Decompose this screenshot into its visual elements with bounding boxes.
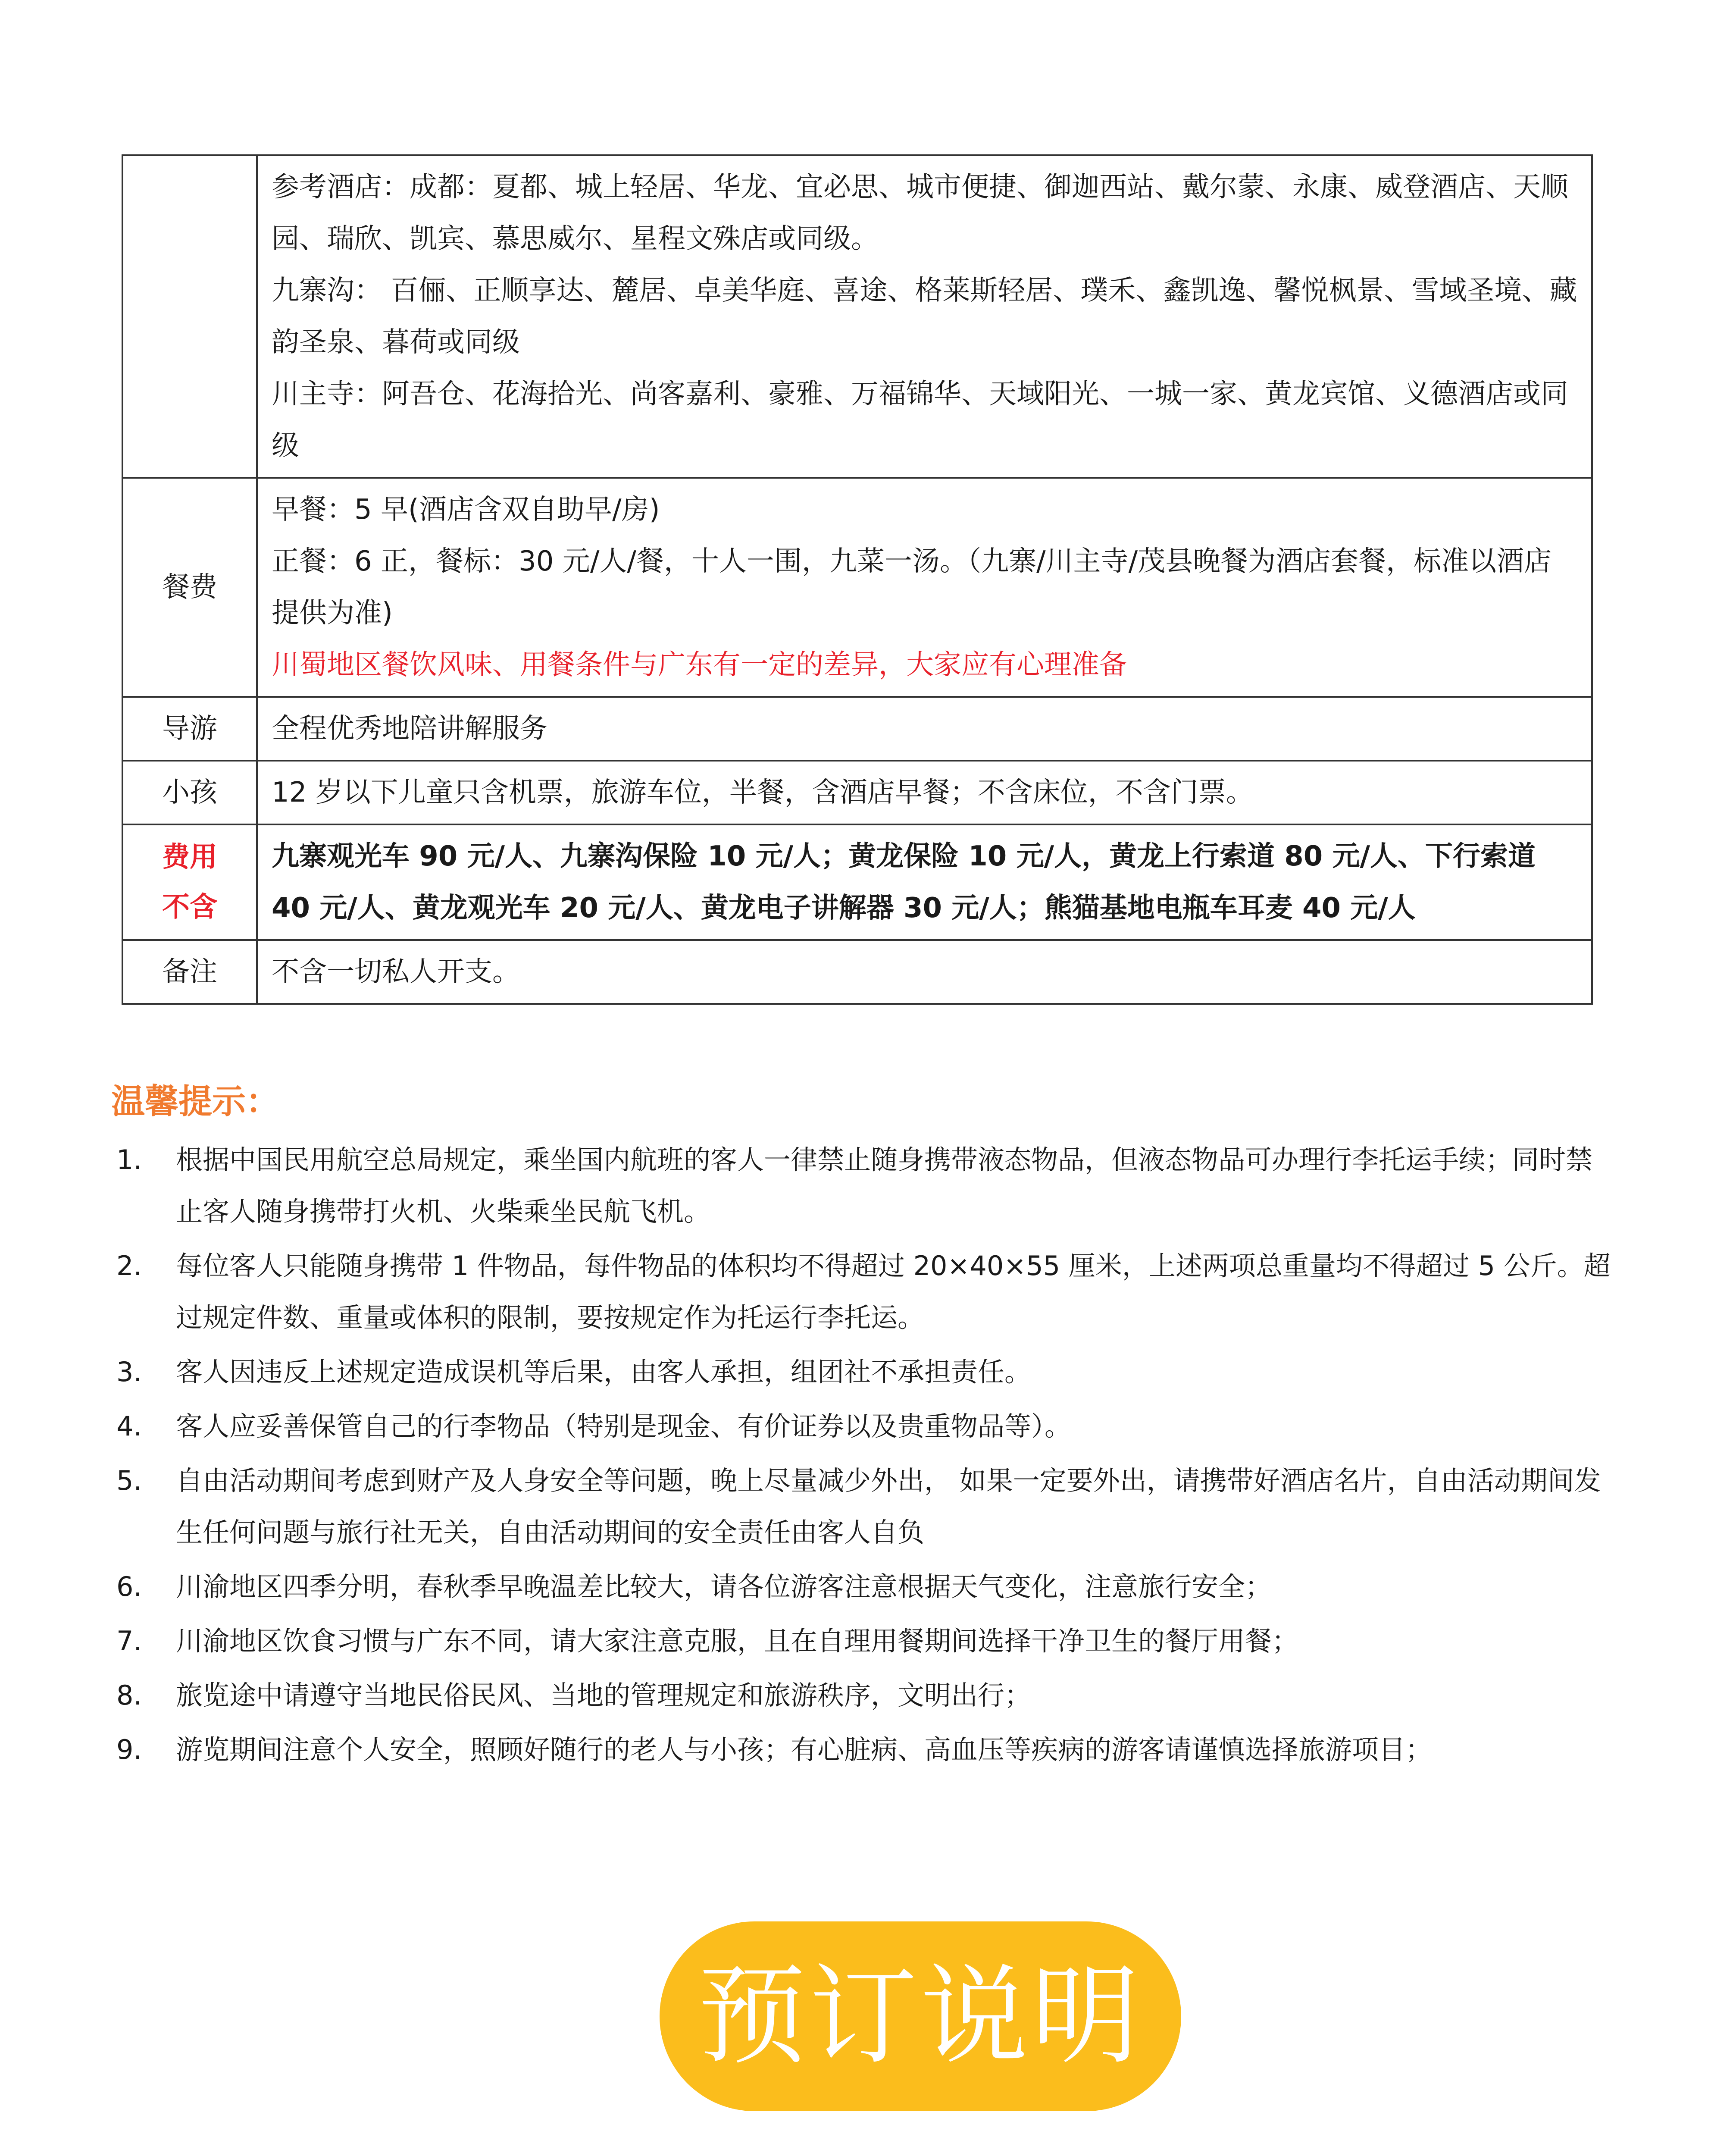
table-row-child	[122, 761, 1592, 824]
excluded-label-line2: 不含	[162, 891, 217, 923]
list-item-number: 4.	[116, 1410, 142, 1442]
list-item-text: 自由活动期间考虑到财产及人身安全等问题，晚上尽量减少外出， 如果一定要外出，请携带好酒店名片，自由活动期间发生任何问题与旅行社无关，自由活动期间的安全责任由客人自负	[176, 1465, 1601, 1548]
list-item-text: 客人应妥善保管自己的行李物品（特别是现金、有价证券以及贵重物品等）。	[176, 1410, 1072, 1442]
list-item-text: 游览期间注意个人安全，照顾好随行的老人与小孩；有心脏病、高血压等疾病的游客请谨慎选择旅游项目；	[176, 1734, 1433, 1765]
list-item-number: 9.	[116, 1734, 142, 1765]
list-item-number: 5.	[116, 1465, 142, 1496]
meals-breakfast: 早餐：5 早(酒店含双自助早/房)	[272, 494, 660, 526]
excluded-label-line1: 费用	[162, 841, 217, 873]
meals-warning: 川蜀地区餐饮风味、用餐条件与广东有一定的差异，大家应有心理准备	[272, 649, 1127, 681]
booking-badge	[660, 1921, 1181, 2111]
list-item	[111, 1240, 1611, 1344]
itinerary-info-table	[122, 154, 1593, 1005]
list-item-text: 每位客人只能随身携带 1 件物品，每件物品的体积均不得超过 20×40×55 厘米，上述两项总重量均不得超过 5 公斤。超过规定件数、重量或体积的限制，要按规定作为托运行李托运。	[176, 1250, 1611, 1333]
list-item-number: 6.	[116, 1571, 142, 1602]
list-item-number: 7.	[116, 1625, 142, 1657]
meals-content	[257, 478, 1592, 697]
list-item-text: 川渝地区四季分明，春秋季早晚温差比较大，请各位游客注意根据天气变化，注意旅行安全；	[176, 1571, 1272, 1602]
list-item-text: 旅览途中请遵守当地民俗民风、当地的管理规定和旅游秩序，文明出行；	[176, 1680, 1032, 1711]
list-item-number: 8.	[116, 1680, 142, 1711]
list-item	[111, 1561, 1611, 1613]
excluded-content: 九寨观光车 90 元/人、九寨沟保险 10 元/人；黄龙保险 10 元/人，黄龙上行索道 80 元/人、下行索道 40 元/人、黄龙观光车 20 元/人、黄龙电子讲解器 30 元/人；熊猫基地电瓶车耳麦 40 元/人	[257, 824, 1592, 940]
hotel-chengdu: 参考酒店：成都：夏都、城上轻居、华龙、宜必思、城市便捷、御迦西站、戴尔蒙、永康、威登酒店、天顺园、瑞欣、凯宾、慕思威尔、星程文殊店或同级。	[272, 171, 1568, 255]
list-item	[111, 1346, 1611, 1398]
list-item	[111, 1134, 1611, 1238]
hotel-chuanzhusi: 川主寺：阿吾仓、花海拾光、尚客嘉利、豪雅、万福锦华、天域阳光、一城一家、黄龙宾馆、义德酒店或同级	[272, 378, 1568, 462]
hotel-content	[257, 155, 1592, 478]
remark-label: 备注	[122, 940, 257, 1004]
excluded-label	[122, 824, 257, 940]
list-item-number: 2.	[116, 1250, 142, 1282]
table-row-excluded	[122, 824, 1592, 940]
tips-heading: 温馨提示：	[111, 1082, 280, 1121]
list-item	[111, 1401, 1611, 1452]
meals-main: 正餐：6 正，餐标：30 元/人/餐，十人一围，九菜一汤。（九寨/川主寺/茂县晚餐为酒店套餐，标准以酒店提供为准)	[272, 545, 1552, 629]
hotel-label	[122, 155, 257, 478]
booking-notice	[116, 2150, 1616, 2156]
guide-label: 导游	[122, 697, 257, 761]
guide-content: 全程优秀地陪讲解服务	[257, 697, 1592, 761]
list-item	[111, 1615, 1611, 1667]
tips-list	[111, 1134, 1611, 1776]
list-item-text: 客人因违反上述规定造成误机等后果，由客人承担，组团社不承担责任。	[176, 1356, 1032, 1388]
hotel-jiuzhaigou: 九寨沟： 百俪、正顺享达、麓居、卓美华庭、喜途、格莱斯轻居、璞禾、鑫凯逸、馨悦枫景、雪域圣境、藏韵圣泉、暮荷或同级	[272, 275, 1577, 358]
list-item-number: 3.	[116, 1356, 142, 1388]
child-label: 小孩	[122, 761, 257, 824]
list-item-number: 1.	[116, 1144, 142, 1175]
table-row-meals	[122, 478, 1592, 697]
child-content: 12 岁以下儿童只含机票，旅游车位，半餐，含酒店早餐；不含床位，不含门票。	[257, 761, 1592, 824]
list-item	[111, 1670, 1611, 1721]
list-item-text: 根据中国民用航空总局规定，乘坐国内航班的客人一律禁止随身携带液态物品，但液态物品可办理行李托运手续；同时禁止客人随身携带打火机、火柴乘坐民航飞机。	[176, 1144, 1593, 1227]
table-row-hotel	[122, 155, 1592, 478]
booking-badge-title: 预订说明	[698, 1953, 1143, 2079]
table-row-guide	[122, 697, 1592, 761]
remark-content: 不含一切私人开支。	[257, 940, 1592, 1004]
meals-label: 餐费	[122, 478, 257, 697]
list-item	[111, 1724, 1611, 1776]
list-item-text: 川渝地区饮食习惯与广东不同，请大家注意克服，且在自理用餐期间选择干净卫生的餐厅用餐；	[176, 1625, 1299, 1657]
table-row-remark	[122, 940, 1592, 1004]
list-item	[111, 1455, 1611, 1558]
tips-section	[111, 1078, 1611, 1778]
